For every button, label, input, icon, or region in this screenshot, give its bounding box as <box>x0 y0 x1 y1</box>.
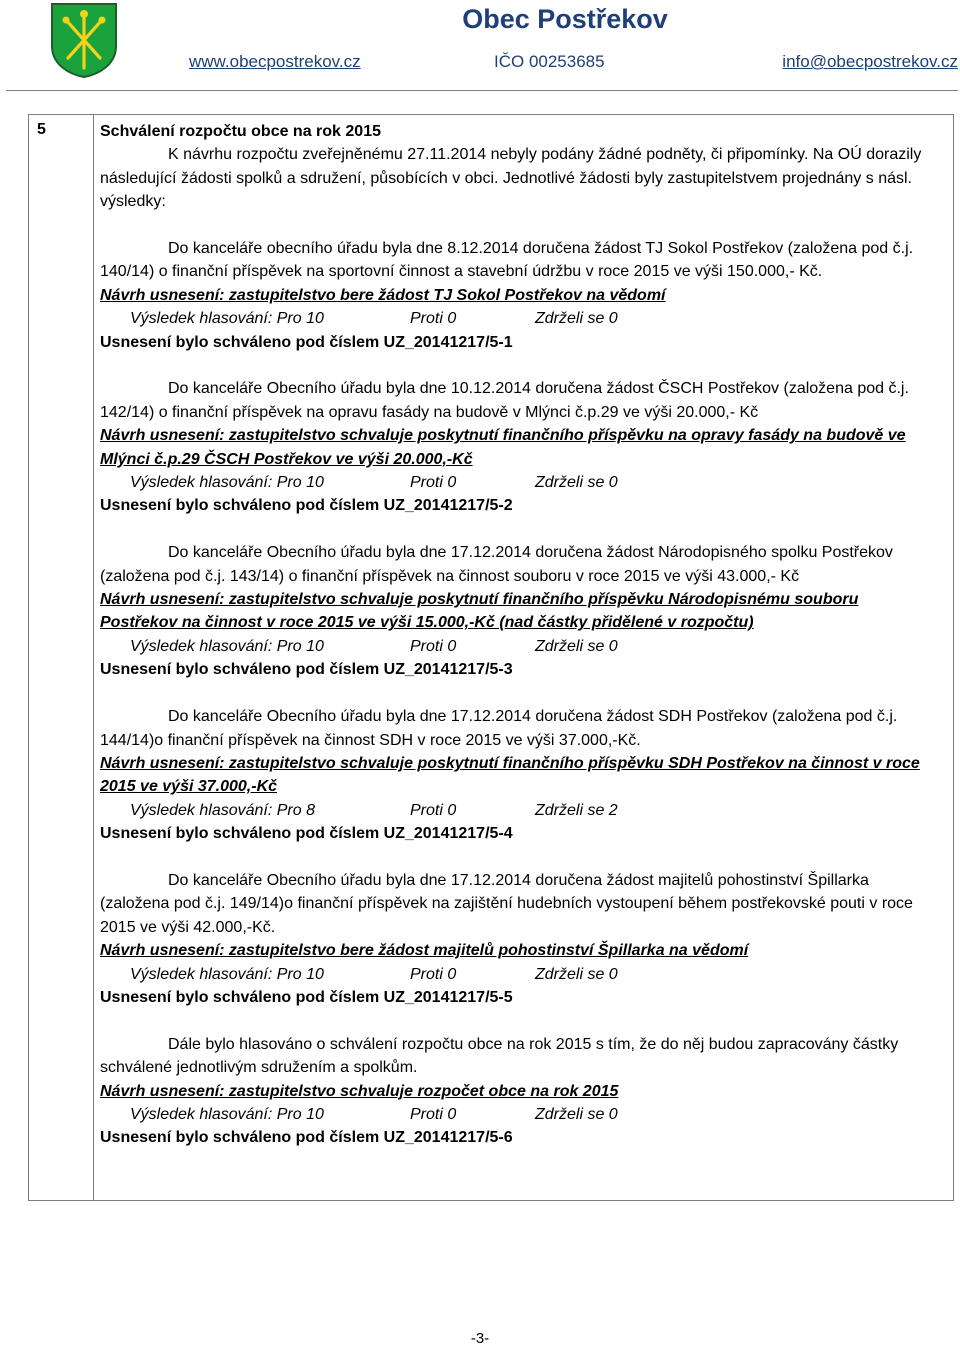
vote-result <box>100 799 940 822</box>
vote-abstained: Zdrželi se 0 <box>535 310 618 328</box>
ico-number: IČO 00253685 <box>494 52 605 71</box>
vote-result <box>100 635 940 658</box>
vote-abstained: Zdrželi se 2 <box>535 801 618 819</box>
request-item <box>100 705 940 845</box>
vote-against: Proti 0 <box>410 965 457 983</box>
vote-against: Proti 0 <box>410 801 457 819</box>
vote-against: Proti 0 <box>410 1105 457 1123</box>
page-header <box>0 0 960 94</box>
request-text: Do kanceláře Obecního úřadu byla dne 17.12.2014 doručena žádost Národopisného spolku Postřekov (založena pod č.j. 143/14) o finanční příspěvek na činnost souboru v roce 2015 ve výši 43.000,- Kč <box>100 544 893 585</box>
section-intro: K návrhu rozpočtu zveřejněnému 27.11.2014 nebyly podány žádné podněty, či připomínky. Na OÚ dorazily následující žádosti spolků a sdružení, působících v obci. Jednotlivé žádosti byly zastupitelstvem projednány s násl. výsledky: <box>100 146 922 211</box>
section-number: 5 <box>37 121 46 138</box>
vote-pro: Výsledek hlasování: Pro 8 <box>130 801 315 819</box>
resolution-proposal: Návrh usnesení: zastupitelstvo schvaluje poskytnutí finančního příspěvku na opravy fasády na budově ve Mlýnci č.p.29 ČSCH Postřekov ve výši 20.000,-Kč <box>100 427 906 468</box>
resolution-number: Usnesení bylo schváleno pod číslem UZ_20141217/5-3 <box>100 661 513 679</box>
vote-result <box>100 307 940 330</box>
request-item <box>100 869 940 1009</box>
vote-against: Proti 0 <box>410 637 457 655</box>
resolution-proposal: Návrh usnesení: zastupitelstvo schvaluje poskytnutí finančního příspěvku Národopisnému souboru Postřekov na činnost v roce 2015 ve výši 15.000,-Kč (nad částky přidělené v rozpočtu) <box>100 591 859 632</box>
vote-pro: Výsledek hlasování: Pro 10 <box>130 965 324 983</box>
vote-abstained: Zdrželi se 0 <box>535 965 618 983</box>
vote-abstained: Zdrželi se 0 <box>535 474 618 492</box>
request-text: Do kanceláře Obecního úřadu byla dne 17.12.2014 doručena žádost SDH Postřekov (založena pod č.j. 144/14)o finanční příspěvek na činnost SDH v roce 2015 ve výši 37.000,-Kč. <box>100 708 898 749</box>
page-number: -3- <box>470 1330 490 1347</box>
request-item <box>100 237 940 354</box>
request-item <box>100 1033 940 1150</box>
resolution-proposal: Návrh usnesení: zastupitelstvo schvaluje poskytnutí finančního příspěvku SDH Postřekov na činnost v roce 2015 ve výši 37.000,-Kč <box>100 754 920 796</box>
vote-result <box>100 1103 940 1126</box>
resolution-number: Usnesení bylo schváleno pod číslem UZ_20141217/5-5 <box>100 988 513 1006</box>
municipality-title: Obec Postřekov <box>462 4 668 34</box>
request-text: Do kanceláře Obecního úřadu byla dne 17.12.2014 doručena žádost majitelů pohostinství Špillarka (založena pod č.j. 149/14)o finanční příspěvek na zajištění hudebních vystoupení během postřekovské pouti v roce 2015 ve výši 42.000,-Kč. <box>100 871 913 936</box>
resolution-number: Usnesení bylo schváleno pod číslem UZ_20141217/5-4 <box>100 825 513 843</box>
vote-abstained: Zdrželi se 0 <box>535 637 618 655</box>
header-divider <box>6 90 958 91</box>
vote-result <box>100 963 940 986</box>
resolution-number: Usnesení bylo schváleno pod číslem UZ_20141217/5-1 <box>100 333 513 351</box>
resolution-proposal: Návrh usnesení: zastupitelstvo bere žádost TJ Sokol Postřekov na vědomí <box>100 286 666 304</box>
resolution-proposal: Návrh usnesení: zastupitelstvo bere žádost majitelů pohostinství Špillarka na vědomí <box>100 942 749 960</box>
request-item <box>100 541 940 681</box>
vote-against: Proti 0 <box>410 474 457 492</box>
resolution-number: Usnesení bylo schváleno pod číslem UZ_20141217/5-2 <box>100 497 513 515</box>
municipal-coat-of-arms-icon <box>50 2 118 78</box>
vote-pro: Výsledek hlasování: Pro 10 <box>130 1105 324 1123</box>
section-content <box>100 120 940 1150</box>
resolution-number: Usnesení bylo schváleno pod číslem UZ_20141217/5-6 <box>100 1129 513 1147</box>
request-text: Do kanceláře Obecního úřadu byla dne 10.12.2014 doručena žádost ČSCH Postřekov (založena pod č.j. 142/14) o finanční příspěvek na opravu fasády na budově v Mlýnci č.p.29 ve výši 20.000,- Kč <box>100 380 909 421</box>
request-text: Dále bylo hlasováno o schválení rozpočtu obce na rok 2015 s tím, že do něj budou zapracovány částky schválené jednotlivým sdružením a spolkům. <box>100 1035 899 1077</box>
vote-against: Proti 0 <box>410 310 457 328</box>
resolution-proposal: Návrh usnesení: zastupitelstvo schvaluje rozpočet obce na rok 2015 <box>100 1082 619 1100</box>
request-item <box>100 377 940 517</box>
column-divider <box>93 115 94 1200</box>
email-link[interactable]: info@obecpostrekov.cz <box>782 52 958 71</box>
vote-pro: Výsledek hlasování: Pro 10 <box>130 310 324 328</box>
vote-pro: Výsledek hlasování: Pro 10 <box>130 637 324 655</box>
request-text: Do kanceláře obecního úřadu byla dne 8.12.2014 doručena žádost TJ Sokol Postřekov (založena pod č.j. 140/14) o finanční příspěvek na sportovní činnost a stavební údržbu v roce 2015 ve výši 150.000,- Kč. <box>100 240 914 281</box>
website-link[interactable]: www.obecpostrekov.cz <box>189 52 361 71</box>
vote-result <box>100 471 940 494</box>
vote-pro: Výsledek hlasování: Pro 10 <box>130 474 324 492</box>
section-title: Schválení rozpočtu obce na rok 2015 <box>100 123 381 140</box>
vote-abstained: Zdrželi se 0 <box>535 1105 618 1123</box>
